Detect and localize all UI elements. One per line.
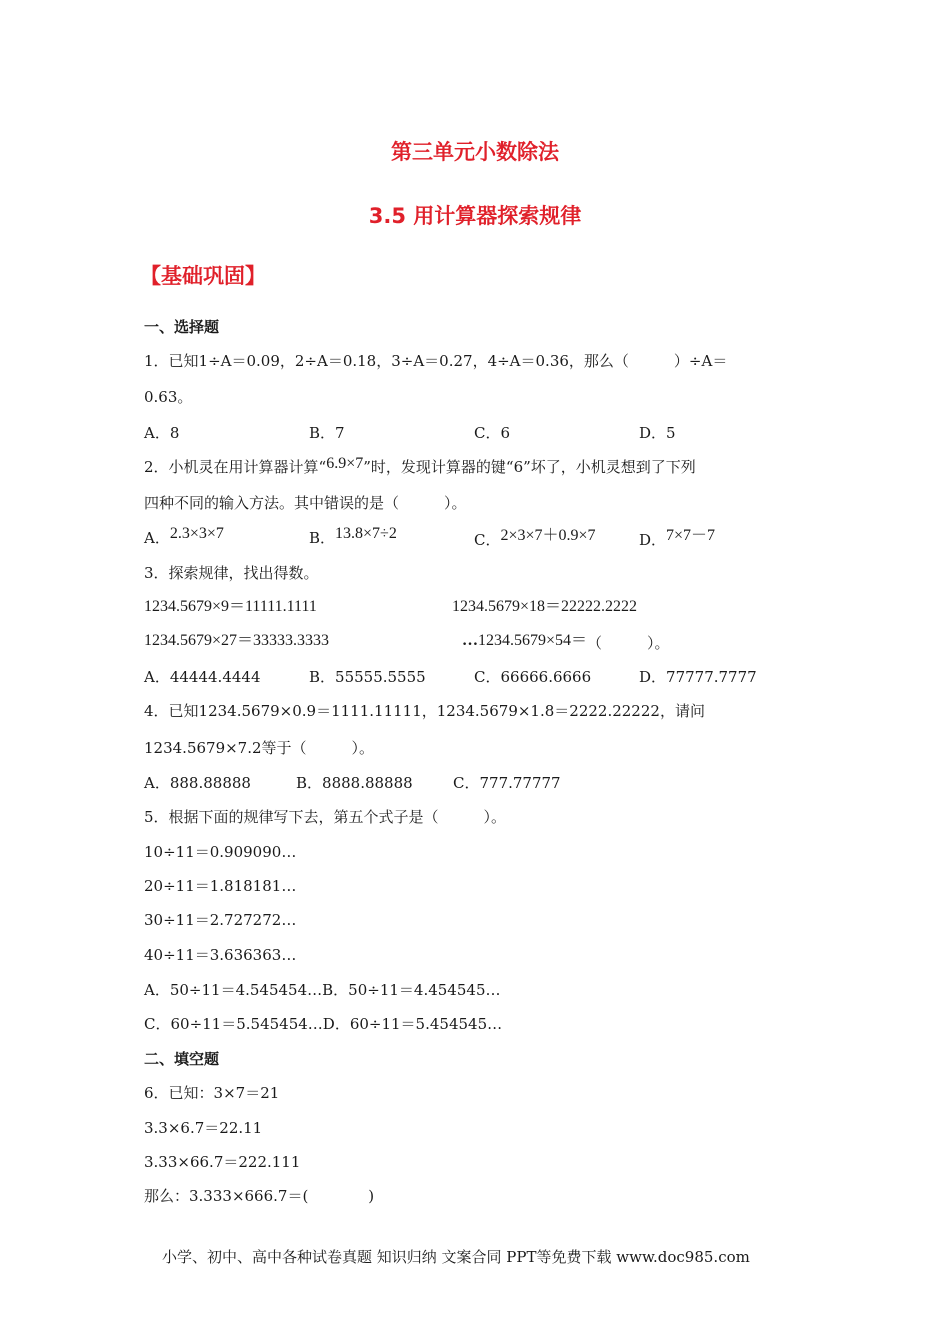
q2-option-c-expr: 2×3×7＋0.9×7 [500, 527, 596, 544]
q4-option-a: A．888.88888 [144, 774, 251, 792]
section-heading: 【基础巩固】 [140, 264, 266, 288]
q3-row2-dots: … [462, 632, 478, 649]
q2-line1-start: 2．小机灵在用计算器计算“ [144, 458, 327, 476]
q2-option-b [309, 527, 397, 548]
q1-line2: 0.63。 [144, 388, 193, 406]
q1-option-a: A．8 [144, 424, 180, 442]
q2-option-d-label: D． [639, 531, 667, 549]
q5-row-2: 20÷11＝1.818181… [144, 877, 297, 895]
q3-row2-right [462, 627, 670, 650]
q3-row2-expr: 1234.5679×54＝ [478, 632, 588, 649]
q2-option-c-label: C． [474, 531, 501, 549]
q2-option-d-expr: 7×7－7 [666, 527, 716, 544]
q2-line1 [144, 456, 696, 477]
q2-option-a [144, 527, 224, 548]
q3-option-a: A．44444.4444 [144, 668, 261, 686]
q3-option-d: D．77777.7777 [639, 668, 757, 686]
q1-option-d: D．5 [639, 424, 676, 442]
q3-option-c: C．66666.6666 [474, 668, 592, 686]
q2-line2: 四种不同的输入方法。其中错误的是（ ）。 [144, 494, 467, 512]
q5-options-row1: A．50÷11＝4.545454…B．50÷11＝4.454545… [144, 981, 501, 999]
q2-option-a-expr: 2.3×3×7 [169, 525, 224, 542]
q6-line2: 3.3×6.7＝22.11 [144, 1119, 263, 1137]
q5-options-row2: C．60÷11＝5.545454…D．60÷11＝5.454545… [144, 1015, 503, 1033]
q4-option-b: B．8888.88888 [296, 774, 413, 792]
q1-line1: 1．已知1÷A＝0.09，2÷A＝0.18，3÷A＝0.27，4÷A＝0.36，那么（ ）÷A＝ [144, 352, 728, 370]
q3-option-b: B．55555.5555 [309, 668, 426, 686]
q2-option-b-label: B． [309, 529, 336, 547]
q2-option-b-expr: 13.8×7÷2 [335, 525, 397, 542]
q2-option-a-label: A． [144, 529, 170, 547]
q3-row2-left: 1234.5679×27＝33333.3333 [144, 632, 330, 649]
q3-row2-blank: （ ）。 [587, 634, 670, 652]
q1-option-c: C．6 [474, 424, 511, 442]
q3-row1-right: 1234.5679×18＝22222.2222 [452, 598, 638, 615]
page-footer: 小学、初中、高中各种试卷真题 知识归纳 文案合同 PPT等免费下载 www.doc985.com [162, 1248, 750, 1266]
q3-line1: 3．探索规律，找出得数。 [144, 564, 319, 582]
q1-option-b: B．7 [309, 424, 345, 442]
part2-heading: 二、填空题 [144, 1050, 220, 1068]
q5-row-4: 40÷11＝3.636363… [144, 946, 297, 964]
q2-expression: 6.9×7 [326, 455, 364, 472]
q4-line2: 1234.5679×7.2等于（ ）。 [144, 739, 375, 757]
q4-line1: 4．已知1234.5679×0.9＝1111.11111，1234.5679×1.8＝2222.22222，请问 [144, 702, 705, 720]
q5-row-3: 30÷11＝2.727272… [144, 911, 297, 929]
q6-line1: 6．已知：3×7＝21 [144, 1084, 280, 1102]
part1-heading: 一、选择题 [144, 318, 220, 336]
page-title: 第三单元小数除法 [391, 140, 559, 164]
q4-option-c: C．777.77777 [453, 774, 561, 792]
q5-line1: 5．根据下面的规律写下去，第五个式子是（ ）。 [144, 808, 507, 826]
page-subtitle: 3.5 用计算器探索规律 [368, 204, 582, 228]
q2-option-d [639, 527, 715, 550]
q2-line1-end: ”时，发现计算器的键“6”坏了，小机灵想到了下列 [363, 458, 696, 476]
q6-line4: 那么：3.333×666.7＝( ) [144, 1187, 375, 1205]
q6-line3: 3.33×66.7＝222.111 [144, 1153, 301, 1171]
q3-row1-left: 1234.5679×9＝11111.1111 [144, 598, 317, 615]
q5-row-1: 10÷11＝0.909090… [144, 843, 297, 861]
q2-option-c [474, 527, 596, 550]
